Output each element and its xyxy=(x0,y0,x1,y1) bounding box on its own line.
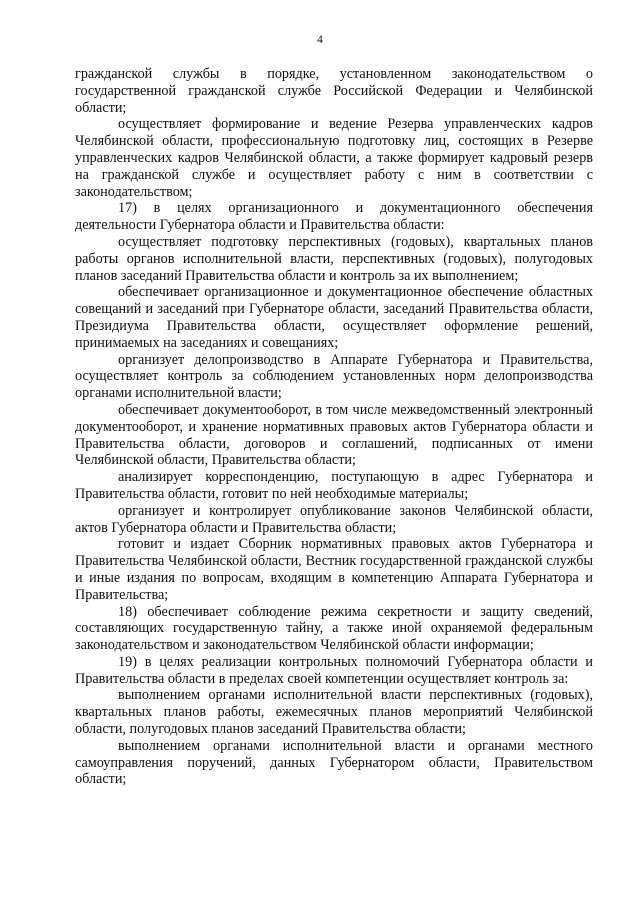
paragraph-meetings-support: обеспечивает организационное и документационное обеспечение областных совещаний и заседаний при Губернаторе области, заседаний Правительства области, Президиума Правительства области, осуществляет оформление решений, принимаемых на заседаниях и совещаниях; xyxy=(75,284,593,351)
paragraph-editions: готовит и издает Сборник нормативных правовых актов Губернатора и Правительства Челябинской области, Вестник государственной гражданской службы и иные издания по вопросам, входящим в компетенцию Аппарата Губернатора и Правительства; xyxy=(75,536,593,603)
paragraph-plans-control: выполнением органами исполнительной власти перспективных (годовых), квартальных планов работы, ежемесячных планов мероприятий Челябинской области, полугодовых планов заседаний Правительства области; xyxy=(75,687,593,738)
paragraph-item-19: 19) в целях реализации контрольных полномочий Губернатора области и Правительства области в пределах своей компетенции осуществляет контроль за: xyxy=(75,653,593,687)
paragraph-civil-service-continuation: гражданской службы в порядке, установленном законодательством о государственной гражданской службе Российской Федерации и Челябинской области; xyxy=(75,66,593,116)
paragraph-work-plans: осуществляет подготовку перспективных (годовых), квартальных планов работы органов исполнительной власти, перспективных (годовых), полугодовых планов заседаний Правительства области и контроль за их выполнением; xyxy=(75,233,593,284)
page-number: 4 xyxy=(317,34,323,46)
paragraph-document-flow: обеспечивает документооборот, в том числе межведомственный электронный документооборот, и хранение нормативных правовых актов Губернатора области и Правительства области, договоров и соглашений, подписанных от имени Челябинской области, Правительства области; xyxy=(75,401,593,469)
document-body xyxy=(75,66,593,788)
paragraph-records-management: организует делопроизводство в Аппарате Губернатора и Правительства, осуществляет контроль за соблюдением установленных норм делопроизводства органами исполнительной власти; xyxy=(75,351,593,402)
paragraph-publication: организует и контролирует опубликование законов Челябинской области, актов Губернатора области и Правительства области; xyxy=(75,502,593,536)
paragraph-personnel-reserve: осуществляет формирование и ведение Резерва управленческих кадров Челябинской области, профессиональную подготовку лиц, состоящих в Резерве управленческих кадров Челябинской области, а также формирует кадровый резерв на гражданской службе и осуществляет работу с ним в соответствии с законодательством; xyxy=(75,116,593,200)
paragraph-item-18: 18) обеспечивает соблюдение режима секретности и защиту сведений, составляющих государственную тайну, а также иной охраняемой федеральным законодательством и законодательством Челябинской области информации; xyxy=(75,603,593,654)
paragraph-item-17: 17) в целях организационного и документационного обеспечения деятельности Губернатора области и Правительства области: xyxy=(75,200,593,234)
paragraph-correspondence: анализирует корреспонденцию, поступающую в адрес Губернатора и Правительства области, готовит по ней необходимые материалы; xyxy=(75,469,593,502)
paragraph-instructions-control: выполнением органами исполнительной власти и органами местного самоуправления поручений, данных Губернатором области, Правительством области; xyxy=(75,737,593,788)
